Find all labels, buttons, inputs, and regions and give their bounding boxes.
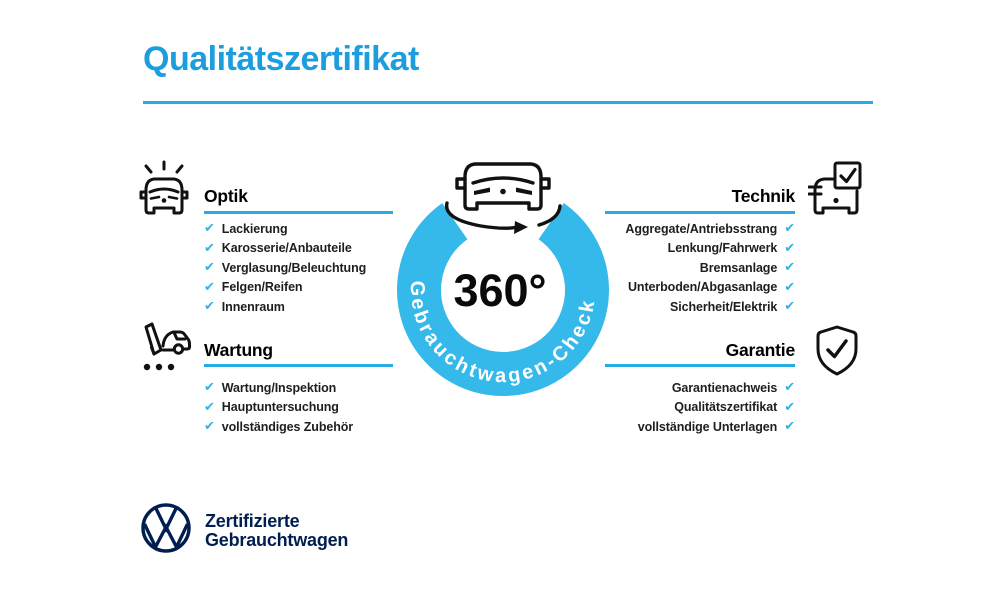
- check-icon: ✔: [204, 240, 215, 256]
- checklist-garantie: [605, 378, 795, 437]
- checklist-item-label: Felgen/Reifen: [221, 280, 303, 295]
- checklist-item-label: Lenkung/Fahrwerk: [667, 241, 778, 256]
- checklist-item-label: Sicherheit/Elektrik: [670, 299, 778, 314]
- checklist-item: [605, 297, 795, 317]
- checklist-item: [605, 258, 795, 278]
- checklist-optik: [204, 219, 366, 317]
- vw-logo-icon: [139, 501, 193, 555]
- check-icon: ✔: [204, 419, 215, 435]
- section-title-technik: Technik: [731, 186, 795, 206]
- checklist-item: [204, 239, 366, 259]
- check-icon: ✔: [784, 299, 795, 315]
- checklist-item: [204, 278, 366, 298]
- checklist-item-label: Hauptuntersuchung: [221, 400, 339, 415]
- check-icon: ✔: [784, 380, 795, 396]
- checklist-item-label: Aggregate/Antriebsstrang: [625, 221, 778, 236]
- section-underline-garantie: [605, 364, 795, 367]
- check-icon: ✔: [204, 299, 215, 315]
- checklist-item: [204, 417, 353, 437]
- check-icon: ✔: [784, 240, 795, 256]
- check-icon: ✔: [204, 380, 215, 396]
- checklist-wartung: [204, 378, 353, 437]
- checklist-item-label: Innenraum: [221, 299, 285, 314]
- checklist-item-label: Karosserie/Anbauteile: [221, 241, 352, 256]
- 360-check-badge: [383, 143, 623, 403]
- checklist-item: [204, 219, 366, 239]
- checklist-item: [204, 378, 353, 398]
- checklist-item: [204, 398, 353, 418]
- checklist-item: [605, 398, 795, 418]
- brand-claim: [205, 512, 348, 550]
- check-icon: ✔: [204, 260, 215, 276]
- section-underline-optik: [204, 211, 393, 214]
- car-shine-icon: [136, 160, 192, 216]
- checklist-technik: [605, 219, 795, 317]
- check-icon: ✔: [784, 221, 795, 237]
- check-icon: ✔: [204, 221, 215, 237]
- page-title: Qualitätszertifikat: [143, 40, 419, 78]
- ring-label: Gebrauchtwagen-Check: [405, 280, 600, 388]
- checklist-item: [204, 297, 366, 317]
- section-title-optik: Optik: [204, 186, 248, 206]
- checklist-item-label: Verglasung/Beleuchtung: [221, 260, 367, 275]
- checklist-item: [605, 219, 795, 239]
- car-checkbox-icon: [808, 160, 864, 216]
- service-pencil-car-icon: [136, 320, 192, 376]
- section-underline-technik: [605, 211, 795, 214]
- check-icon: ✔: [784, 419, 795, 435]
- checklist-item: [605, 378, 795, 398]
- checklist-item: [605, 417, 795, 437]
- checklist-item-label: Unterboden/Abgasanlage: [627, 280, 778, 295]
- brand-claim-line2: Gebrauchtwagen: [205, 530, 349, 550]
- checklist-item-label: Wartung/Inspektion: [221, 380, 337, 395]
- section-title-wartung: Wartung: [204, 340, 273, 360]
- check-icon: ✔: [784, 260, 795, 276]
- checklist-item-label: Bremsanlage: [699, 260, 778, 275]
- check-icon: ✔: [204, 399, 215, 415]
- checklist-item: [605, 239, 795, 259]
- shield-check-icon: [812, 324, 862, 378]
- title-divider: [143, 101, 873, 104]
- degree-label: 360°: [453, 265, 547, 316]
- checklist-item-label: Lackierung: [221, 221, 288, 236]
- checklist-item-label: vollständiges Zubehör: [221, 419, 354, 434]
- check-icon: ✔: [204, 279, 215, 295]
- check-icon: ✔: [784, 399, 795, 415]
- checklist-item: [605, 278, 795, 298]
- checklist-item-label: vollständige Unterlagen: [637, 419, 778, 434]
- checklist-item-label: Garantienachweis: [671, 380, 778, 395]
- section-underline-wartung: [204, 364, 393, 367]
- check-icon: ✔: [784, 279, 795, 295]
- section-title-garantie: Garantie: [725, 340, 795, 360]
- checklist-item: [204, 258, 366, 278]
- brand-claim-line1: Zertifizierte: [205, 511, 300, 531]
- car-rotation-icon: [447, 164, 560, 234]
- checklist-item-label: Qualitätszertifikat: [674, 400, 778, 415]
